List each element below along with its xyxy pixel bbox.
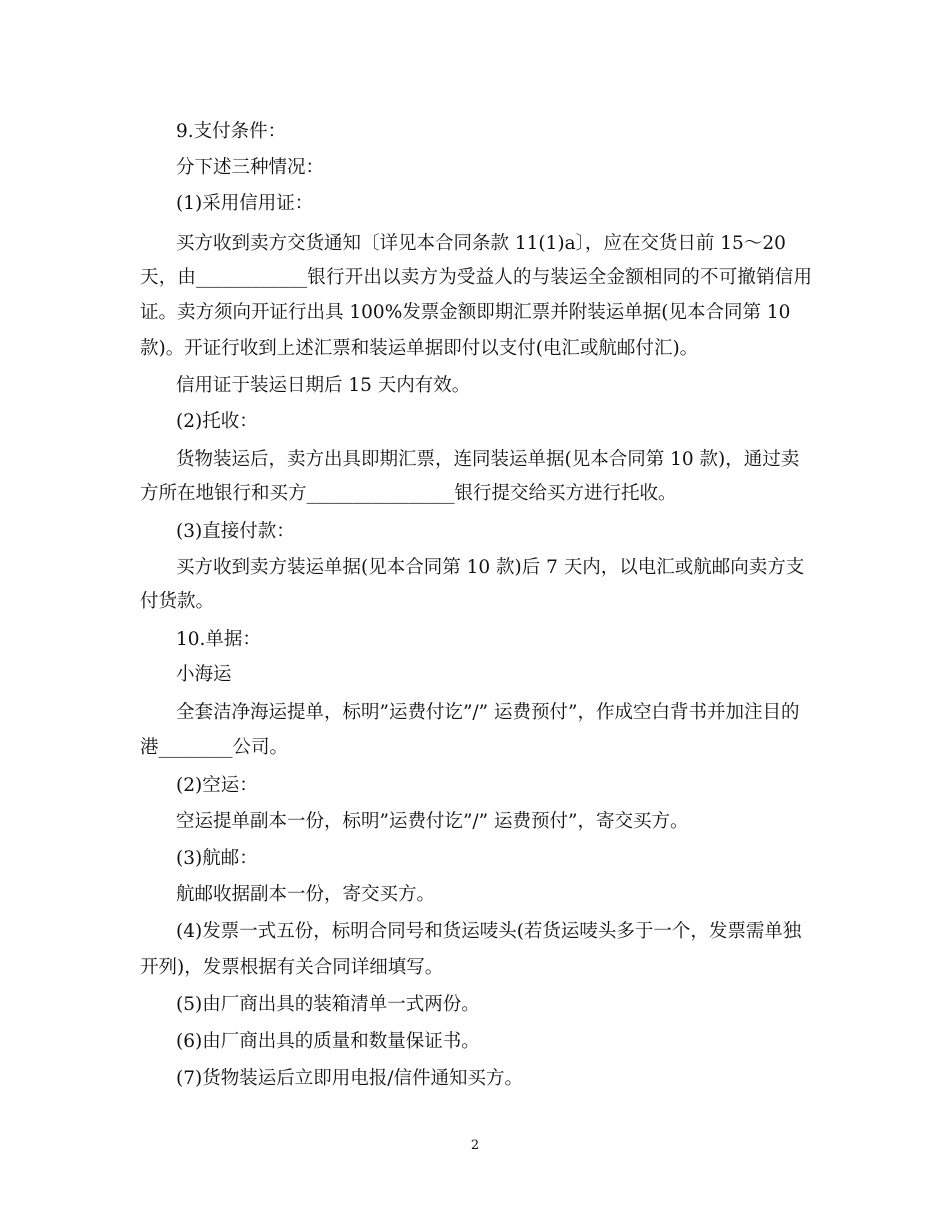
- paragraph-line: 航邮收据副本一份，寄交买方。: [176, 884, 436, 905]
- paragraph-line: 空运提单副本一份，标明”运费付讫”/” 运费预付”，寄交买方。: [176, 811, 689, 832]
- paragraph-line: 买方收到卖方装运单据(见本合同第 10 款)后 7 天内，以电汇或航邮向卖方支: [176, 557, 805, 578]
- paragraph-line: (5)由厂商出具的装箱清单一式两份。: [176, 994, 480, 1015]
- paragraph-line: 款)。开证行收到上述汇票和装运单据即付以支付(电汇或航邮付汇)。: [140, 338, 699, 359]
- paragraph-line: 货物装运后，卖方出具即期汇票，连同装运单据(见本合同第 10 款)，通过卖: [176, 449, 800, 470]
- paragraph-line: 证。卖方须向开证行出具 100%发票金额即期汇票并附装运单据(见本合同第 10: [140, 302, 791, 323]
- subheading-ocean-transport: 小海运: [176, 664, 232, 685]
- paragraph-line: 开列)，发票根据有关合同详细填写。: [140, 957, 444, 978]
- paragraph-line: 天，由____________银行开出以卖方为受益人的与装运全金额相同的不可撤销信用: [140, 267, 812, 288]
- paragraph-line: 买方收到卖方交货通知〔详见本合同条款 11(1)a〕，应在交货日前 15～20: [176, 233, 786, 254]
- paragraph-line: 方所在地银行和买方________________银行提交给买方进行托收。: [140, 483, 677, 504]
- page-number: 2: [470, 1138, 480, 1153]
- subheading-air-transport: (2)空运：: [176, 775, 258, 796]
- paragraph-line: (4)发票一式五份，标明合同号和货运唛头(若货运唛头多于一个，发票需单独: [176, 921, 802, 942]
- section-heading-documents: 10.单据：: [176, 629, 261, 650]
- subheading-collection: (2)托收：: [176, 411, 258, 432]
- subheading-direct-payment: (3)直接付款：: [176, 521, 295, 542]
- section-heading-payment-terms: 9.支付条件：: [176, 121, 287, 142]
- paragraph-line: (6)由厂商出具的质量和数量保证书。: [176, 1031, 480, 1052]
- paragraph-line: 分下述三种情况：: [176, 157, 325, 178]
- paragraph-line: 港________公司。: [140, 737, 289, 758]
- paragraph-line: 付货款。: [140, 591, 215, 612]
- paragraph-line: 全套洁净海运提单，标明”运费付讫”/” 运费预付”，作成空白背书并加注目的: [176, 702, 800, 723]
- paragraph-line: (7)货物装运后立即用电报/信件通知买方。: [176, 1068, 523, 1089]
- paragraph-line: 信用证于装运日期后 15 天内有效。: [176, 375, 471, 396]
- subheading-letter-of-credit: (1)采用信用证：: [176, 193, 314, 214]
- subheading-air-mail: (3)航邮：: [176, 848, 258, 869]
